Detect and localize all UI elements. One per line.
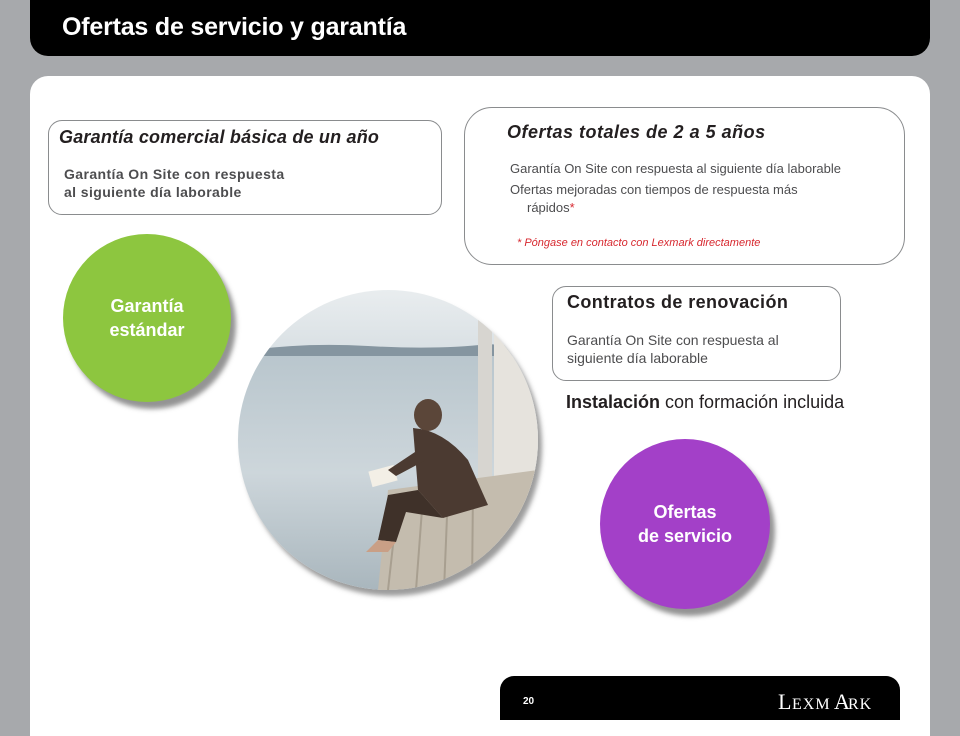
total-offers-line2	[510, 181, 850, 217]
basic-warranty-line1: Garantía On Site con respuesta	[64, 166, 285, 182]
total-offers-line2b: rápidos	[527, 200, 570, 215]
purple-circle-line2: de servicio	[637, 526, 733, 546]
svg-text:EXM: EXM	[792, 696, 831, 713]
basic-warranty-text	[64, 165, 285, 201]
page-number: 20	[523, 696, 535, 707]
installation-bold: Instalación	[566, 392, 661, 412]
installation-rest: con formación incluida	[660, 392, 845, 412]
asterisk-mark: *	[569, 200, 575, 215]
total-offers-line1: Garantía On Site con respuesta al siguiente día laborable	[510, 161, 841, 176]
green-circle-line2: estándar	[109, 320, 185, 340]
basic-warranty-title: Garantía comercial básica de un año	[59, 127, 380, 147]
renewal-title: Contratos de renovación	[567, 292, 789, 312]
purple-circle-line1: Ofertas	[653, 502, 717, 522]
basic-warranty-line2: al siguiente día laborable	[64, 184, 242, 200]
standard-warranty-circle	[63, 234, 231, 402]
svg-text:L: L	[778, 689, 793, 714]
slide-title: Ofertas de servicio y garantía	[62, 13, 407, 41]
total-offers-box	[464, 107, 905, 265]
lexmark-logo	[776, 685, 888, 720]
green-circle-line1: Garantía	[110, 296, 184, 316]
svg-text:RK: RK	[848, 696, 873, 713]
renewal-box	[552, 286, 841, 381]
photo-illustration	[238, 290, 538, 590]
lexmark-logo-mark	[776, 685, 888, 715]
svg-text:A: A	[834, 689, 850, 714]
renewal-line2: siguiente día laborable	[567, 350, 708, 366]
installation-text	[566, 392, 844, 413]
contact-note: * Póngase en contacto con Lexmark directamente	[517, 237, 761, 249]
renewal-text	[567, 331, 779, 367]
basic-warranty-box	[48, 120, 442, 215]
total-offers-line2-text: Ofertas mejoradas con tiempos de respuesta más	[510, 182, 798, 197]
service-offers-circle	[600, 439, 770, 609]
renewal-line1: Garantía On Site con respuesta al	[567, 332, 779, 348]
total-offers-title: Ofertas totales de 2 a 5 años	[507, 122, 766, 142]
lake-reader-photo	[238, 290, 538, 590]
